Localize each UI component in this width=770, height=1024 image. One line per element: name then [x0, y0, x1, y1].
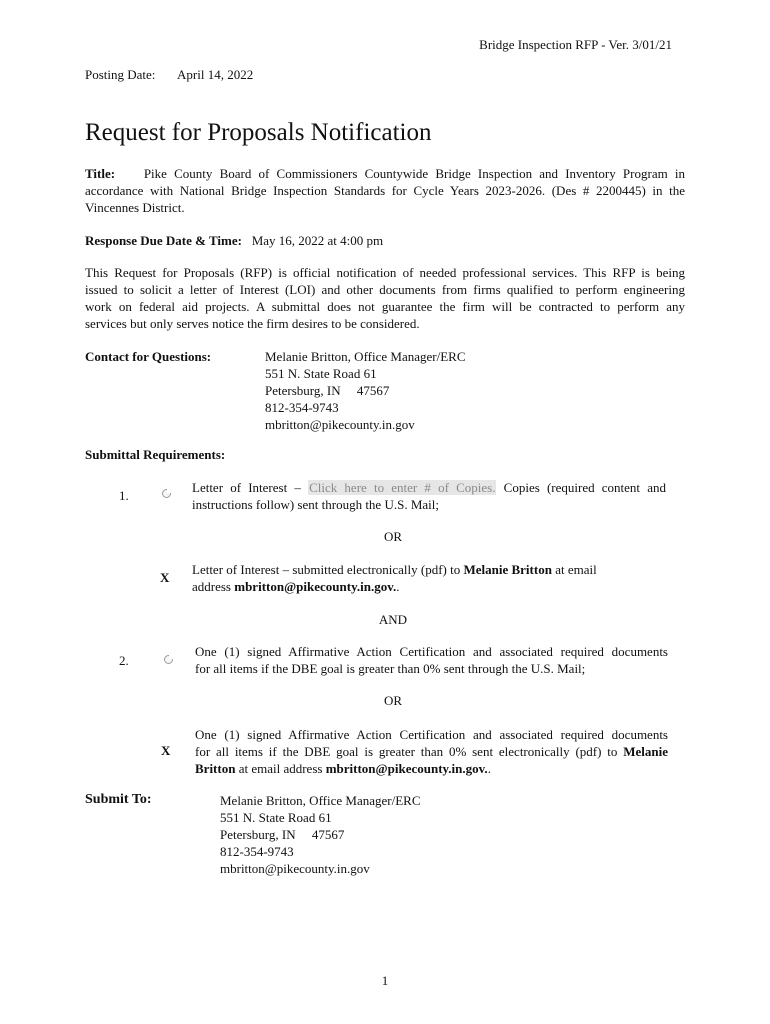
contact-address [265, 348, 465, 433]
item-2-radio[interactable] [164, 655, 173, 664]
item-2-text [195, 643, 668, 677]
item-1b-address-label: address [192, 579, 231, 594]
item-1b-email: mbritton@pikecounty.in.gov. [234, 579, 397, 594]
submittal-label: Submittal Requirements: [85, 447, 226, 462]
contact-label: Contact for Questions: [85, 349, 212, 364]
item-2b-line-3-name: Britton [195, 761, 236, 776]
and-separator: AND [378, 612, 408, 627]
response-due-label: Response Due Date & Time: [85, 233, 242, 248]
submit-to-phone: 812-354-9743 [220, 844, 294, 859]
item-2-number: 2. [119, 653, 129, 668]
item-1-text [192, 479, 666, 513]
or-separator-2: OR [383, 693, 403, 708]
posting-date-label: Posting Date: [85, 67, 156, 82]
page-title: Request for Proposals Notification [85, 119, 432, 146]
copies-field[interactable]: Click here to enter # of Copies. [309, 480, 496, 495]
submit-to-city: Petersburg, IN 47567 [220, 827, 345, 842]
item-1-pre: Letter of Interest – [192, 480, 301, 495]
contact-street: 551 N. State Road 61 [265, 366, 377, 381]
item-2b-line-2-pre: for all items if the DBE goal is greater than 0% sent electronically (pdf) to [195, 744, 618, 759]
response-due [85, 232, 383, 249]
intro-line-3: work on federal aid projects. A submittal does not guarantee the firm will be contracted to perform any [85, 299, 685, 314]
item-1b-name: Melanie Britton [463, 562, 552, 577]
item-1-post: Copies (required content and [503, 480, 666, 495]
item-1b-post: at email [555, 562, 597, 577]
contact-email: mbritton@pikecounty.in.gov [265, 417, 415, 432]
submit-to-name: Melanie Britton, Office Manager/ERC [220, 793, 421, 808]
contact-city: Petersburg, IN 47567 [265, 383, 390, 398]
item-2b-line-1: One (1) signed Affirmative Action Certification and associated required documents [195, 727, 668, 742]
title-line-1: Pike County Board of Commissioners Countywide Bridge Inspection and Inventory Program in [143, 166, 685, 181]
item-2b-email: mbritton@pikecounty.in.gov. [325, 761, 488, 776]
posting-date-value: April 14, 2022 [177, 67, 254, 82]
submit-to-email: mbritton@pikecounty.in.gov [220, 861, 370, 876]
item-2b-line-2-name: Melanie [623, 744, 669, 759]
contact-name: Melanie Britton, Office Manager/ERC [265, 349, 466, 364]
item-1-radio[interactable] [162, 489, 171, 498]
page-number: 1 [381, 973, 389, 988]
item-2b-mark[interactable]: X [161, 743, 171, 758]
item-1b-text [192, 561, 666, 595]
submit-to-label: Submit To: [85, 792, 152, 807]
item-2-line-1: One (1) signed Affirmative Action Certification and associated required documents [195, 644, 668, 659]
title-label: Title: [85, 166, 116, 181]
item-2b-period: . [487, 761, 491, 776]
item-1b-period: . [396, 579, 400, 594]
item-2b-text [195, 726, 668, 777]
intro-paragraph [85, 264, 685, 332]
title-block [85, 165, 685, 216]
title-line-3: Vincennes District. [85, 200, 185, 215]
contact-phone: 812-354-9743 [265, 400, 339, 415]
or-separator-1: OR [383, 529, 403, 544]
intro-line-4: services but only serves notice the firm desires to be considered. [85, 316, 420, 331]
title-line-2: accordance with National Bridge Inspection Standards for Cycle Years 2023-2026. (Des # 2200445) in the [85, 183, 685, 198]
item-2b-line-3-mid: at email address [238, 761, 323, 776]
item-1b-mark[interactable]: X [160, 570, 170, 585]
item-1-number: 1. [119, 488, 129, 503]
intro-line-2: issued to solicit a letter of Interest (LOI) and other documents from firms qualified to perform engineering [85, 282, 685, 297]
response-due-value: May 16, 2022 at 4:00 pm [251, 233, 384, 248]
item-1b-pre: Letter of Interest – submitted electronically (pdf) to [192, 562, 461, 577]
item-1-line-2: instructions follow) sent through the U.S. Mail; [192, 497, 439, 512]
item-2-line-2: for all items if the DBE goal is greater than 0% sent through the U.S. Mail; [195, 661, 586, 676]
header-version: Bridge Inspection RFP - Ver. 3/01/21 [479, 37, 672, 52]
intro-line-1: This Request for Proposals (RFP) is official notification of needed professional services. This RFP is being [85, 265, 685, 280]
submit-to-street: 551 N. State Road 61 [220, 810, 332, 825]
submit-to-address [220, 792, 420, 877]
